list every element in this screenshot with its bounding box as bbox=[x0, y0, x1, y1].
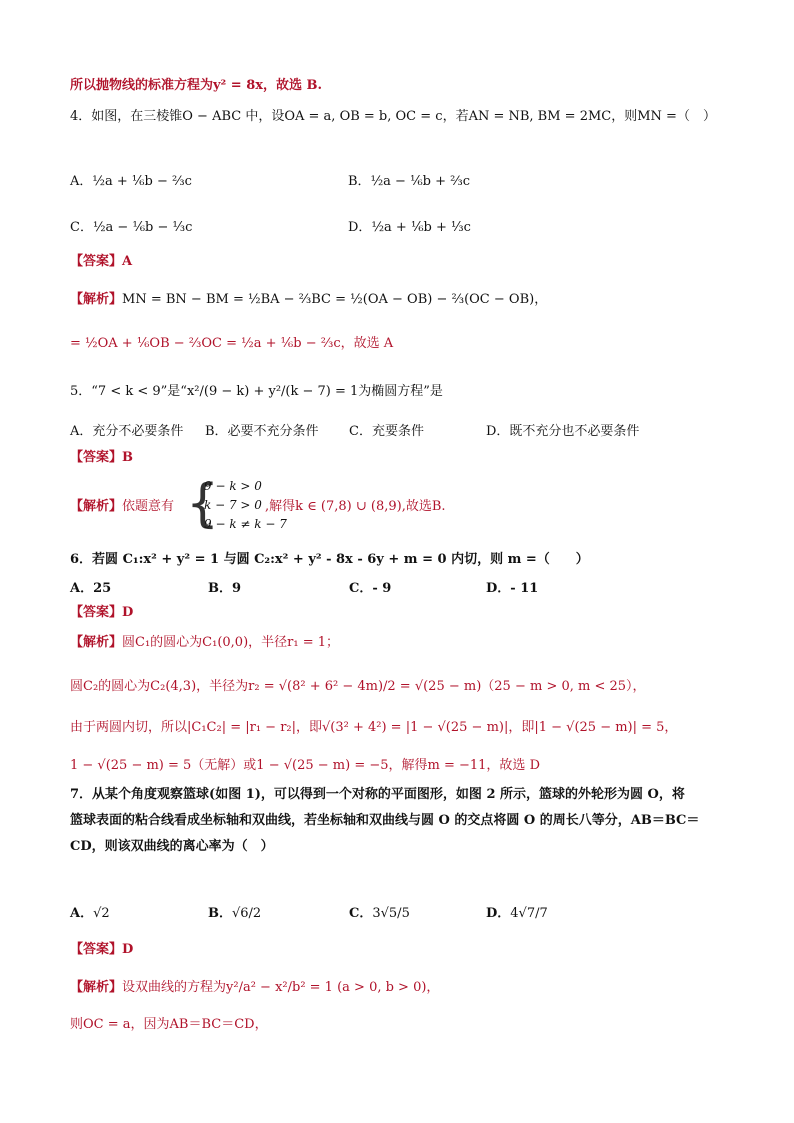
q6-stem: 6．若圆 C₁:x² + y² = 1 与圆 C₂:x² + y² - 8x - 6y + m = 0 内切，则 m =（ ） bbox=[70, 552, 589, 567]
q5-option-c: C．充要条件 bbox=[349, 424, 424, 439]
q6-answer: 【答案】D bbox=[70, 605, 134, 620]
q5-option-b: B．必要不充分条件 bbox=[205, 424, 319, 439]
q7-option-a: A．√2 bbox=[70, 906, 110, 921]
q5-analysis-result: ,解得k ∈ (7,8) ∪ (8,9),故选B. bbox=[265, 499, 446, 514]
q3-conclusion: 所以抛物线的标准方程为y² = 8x，故选 B. bbox=[70, 78, 323, 93]
q4-option-b: B．½a − ⅙b + ⅔c bbox=[348, 174, 471, 189]
q6-analysis-1: 【解析】圆C₁的圆心为C₁(0,0)，半径r₁ = 1； bbox=[70, 635, 340, 650]
q7-option-c: C．3√5/5 bbox=[349, 906, 410, 921]
q5-stem: 5．“7 < k < 9”是“x²/(9 − k) + y²/(k − 7) = 1为椭圆方程”是 bbox=[70, 384, 443, 399]
q6-analysis-2: 圆C₂的圆心为C₂(4,3)，半径为r₂ = √(8² + 6² − 4m)/2 = √(25 − m)（25 − m > 0, m < 25）， bbox=[70, 679, 646, 694]
q4-option-a: A．½a + ⅙b − ⅔c bbox=[70, 174, 192, 189]
q5-system: 9 − k > 0 k − 7 > 0 9 − k ≠ k − 7 bbox=[204, 479, 287, 531]
answer-value: A bbox=[122, 254, 133, 269]
q4-stem: 4．如图，在三棱锥O − ABC 中，设OA = a, OB = b, OC = c，若AN = NB, BM = 2MC，则MN =（ ） bbox=[70, 109, 716, 124]
q7-stem-3: CD，则该双曲线的离心率为（ ） bbox=[70, 839, 274, 854]
q5-option-d: D．既不充分也不必要条件 bbox=[486, 424, 640, 439]
q6-option-d: D．- 11 bbox=[486, 581, 539, 596]
q5-option-a: A．充分不必要条件 bbox=[70, 424, 184, 439]
q6-option-b: B．9 bbox=[208, 581, 242, 596]
q4-option-c: C．½a − ⅙b − ⅓c bbox=[70, 220, 193, 235]
q7-stem-2: 篮球表面的粘合线看成坐标轴和双曲线，若坐标轴和双曲线与圆 O 的交点将圆 O 的周长八等分，AB＝BC＝ bbox=[70, 813, 700, 828]
q4-analysis-2: = ½OA + ⅙OB − ⅔OC = ½a + ⅙b − ⅔c，故选 A bbox=[70, 336, 394, 351]
q6-option-c: C．- 9 bbox=[349, 581, 392, 596]
q6-analysis-4: 1 − √(25 − m) = 5（无解）或1 − √(25 − m) = −5，解得m = −11，故选 D bbox=[70, 758, 540, 773]
q4-option-d: D．½a + ⅙b + ⅓c bbox=[348, 220, 471, 235]
q5-analysis: 【解析】依题意有 bbox=[70, 499, 175, 514]
answer-tag: 【答案】 bbox=[70, 254, 123, 269]
q7-option-b: B．√6/2 bbox=[208, 906, 262, 921]
analysis-tag: 【解析】 bbox=[70, 292, 123, 307]
system-brace: { bbox=[186, 474, 220, 534]
q5-answer: 【答案】B bbox=[70, 450, 134, 465]
q7-analysis-2: 则OC = a，因为AB＝BC＝CD， bbox=[70, 1017, 268, 1032]
q6-analysis-3: 由于两圆内切，所以|C₁C₂| = |r₁ − r₂|，即√(3² + 4²) = |1 − √(25 − m)|，即|1 − √(25 − m)| = 5， bbox=[70, 720, 678, 735]
q4-analysis-1: 【解析】MN = BN − BM = ½BA − ⅔BC = ½(OA − OB) − ⅔(OC − OB)， bbox=[70, 292, 548, 307]
q7-option-d: D．4√7/7 bbox=[486, 906, 548, 921]
q6-option-a: A．25 bbox=[70, 581, 112, 596]
q7-answer: 【答案】D bbox=[70, 942, 134, 957]
q7-stem-1: 7．从某个角度观察篮球(如图 1)，可以得到一个对称的平面图形，如图 2 所示，篮球的外轮形为圆 O，将 bbox=[70, 787, 685, 802]
q4-answer bbox=[70, 252, 730, 272]
q7-analysis-1: 【解析】设双曲线的方程为y²/a² − x²/b² = 1 (a > 0, b > 0)， bbox=[70, 980, 440, 995]
